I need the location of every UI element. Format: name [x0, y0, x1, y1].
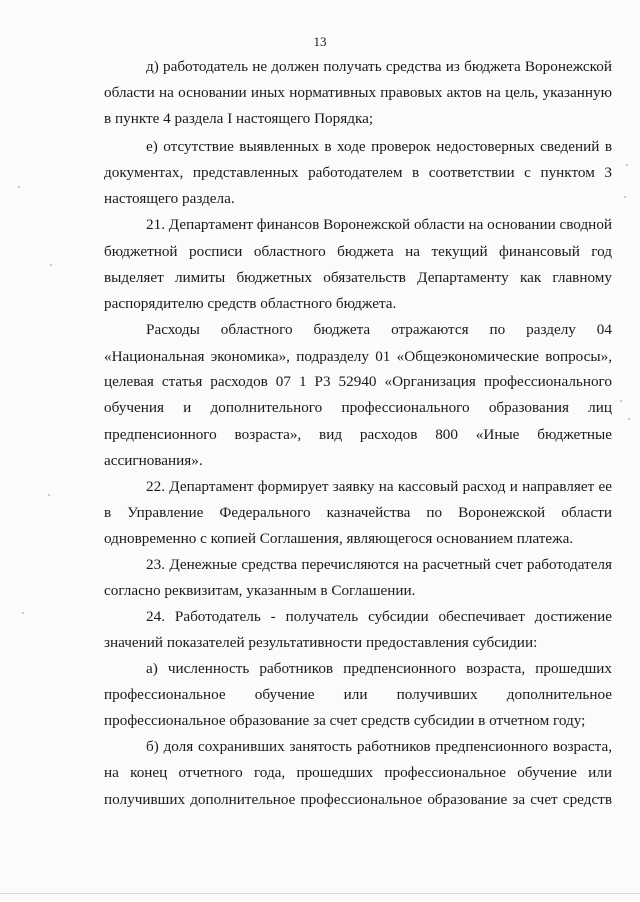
text-line: д) работодатель не должен получать средства из бюджета Воронежской: [146, 58, 612, 75]
text-line: 21. Департамент финансов Воронежской области на основании сводной: [146, 216, 613, 233]
text-line: области на основании иных нормативных правовых актов на цель, указанную: [104, 84, 612, 101]
scan-speck: [624, 196, 626, 198]
text-line: 24. Работодатель - получатель субсидии обеспечивает достижение: [146, 608, 612, 625]
scan-speck: [620, 400, 622, 402]
text-line: настоящего раздела.: [104, 190, 235, 207]
text-line: предпенсионного возраста», вид расходов 800 «Иные бюджетные: [104, 426, 612, 443]
text-line: выделяет лимиты бюджетных обязательств Департаменту как главному: [104, 269, 612, 286]
text-line: Расходы областного бюджета отражаются по разделу 04: [146, 321, 612, 338]
page-bottom-edge: [0, 893, 640, 894]
scan-speck: [626, 164, 628, 166]
text-line: 22. Департамент формирует заявку на кассовый расход и направляет ее: [146, 478, 612, 495]
text-line: одновременно с копией Соглашения, являющегося основанием платежа.: [104, 530, 574, 547]
text-line: распорядителю средств областного бюджета.: [104, 295, 397, 312]
scan-speck: [50, 264, 52, 266]
text-line: а) численность работников предпенсионного возраста, прошедших: [146, 660, 612, 677]
text-line: профессиональное обучение или получивших дополнительное: [104, 686, 612, 703]
text-line: е) отсутствие выявленных в ходе проверок недостоверных сведений в: [146, 138, 612, 155]
text-line: документах, представленных работодателем в соответствии с пунктом 3: [104, 164, 612, 181]
scan-speck: [48, 494, 50, 496]
text-line: профессиональное образование за счет средств субсидии в отчетном году;: [104, 712, 586, 729]
text-line: согласно реквизитам, указанным в Соглашении.: [104, 582, 416, 599]
text-line: получивших дополнительное профессиональное образование за счет средств: [104, 791, 612, 808]
text-line: на конец отчетного года, прошедших профессиональное обучение или: [104, 764, 612, 781]
scan-speck: [22, 612, 24, 614]
text-line: целевая статья расходов 07 1 P3 52940 «Организация профессионального: [104, 373, 612, 390]
scan-speck: [18, 186, 20, 188]
scan-speck: [628, 418, 630, 420]
text-line: бюджетной росписи областного бюджета на текущий финансовый год: [104, 243, 612, 260]
text-line: б) доля сохранивших занятость работников предпенсионного возраста,: [146, 738, 612, 755]
text-line: в Управление Федерального казначейства по Воронежской области: [104, 504, 612, 521]
text-line: «Национальная экономика», подразделу 01 «Общеэкономические вопросы»,: [104, 348, 612, 365]
text-line: обучения и дополнительного профессионального образования лиц: [104, 399, 612, 416]
page-number: 13: [313, 34, 327, 49]
text-line: в пункте 4 раздела I настоящего Порядка;: [104, 110, 374, 127]
text-line: 23. Денежные средства перечисляются на расчетный счет работодателя: [146, 556, 612, 573]
text-line: значений показателей результативности предоставления субсидии:: [104, 634, 538, 651]
text-line: ассигнования».: [104, 452, 203, 469]
